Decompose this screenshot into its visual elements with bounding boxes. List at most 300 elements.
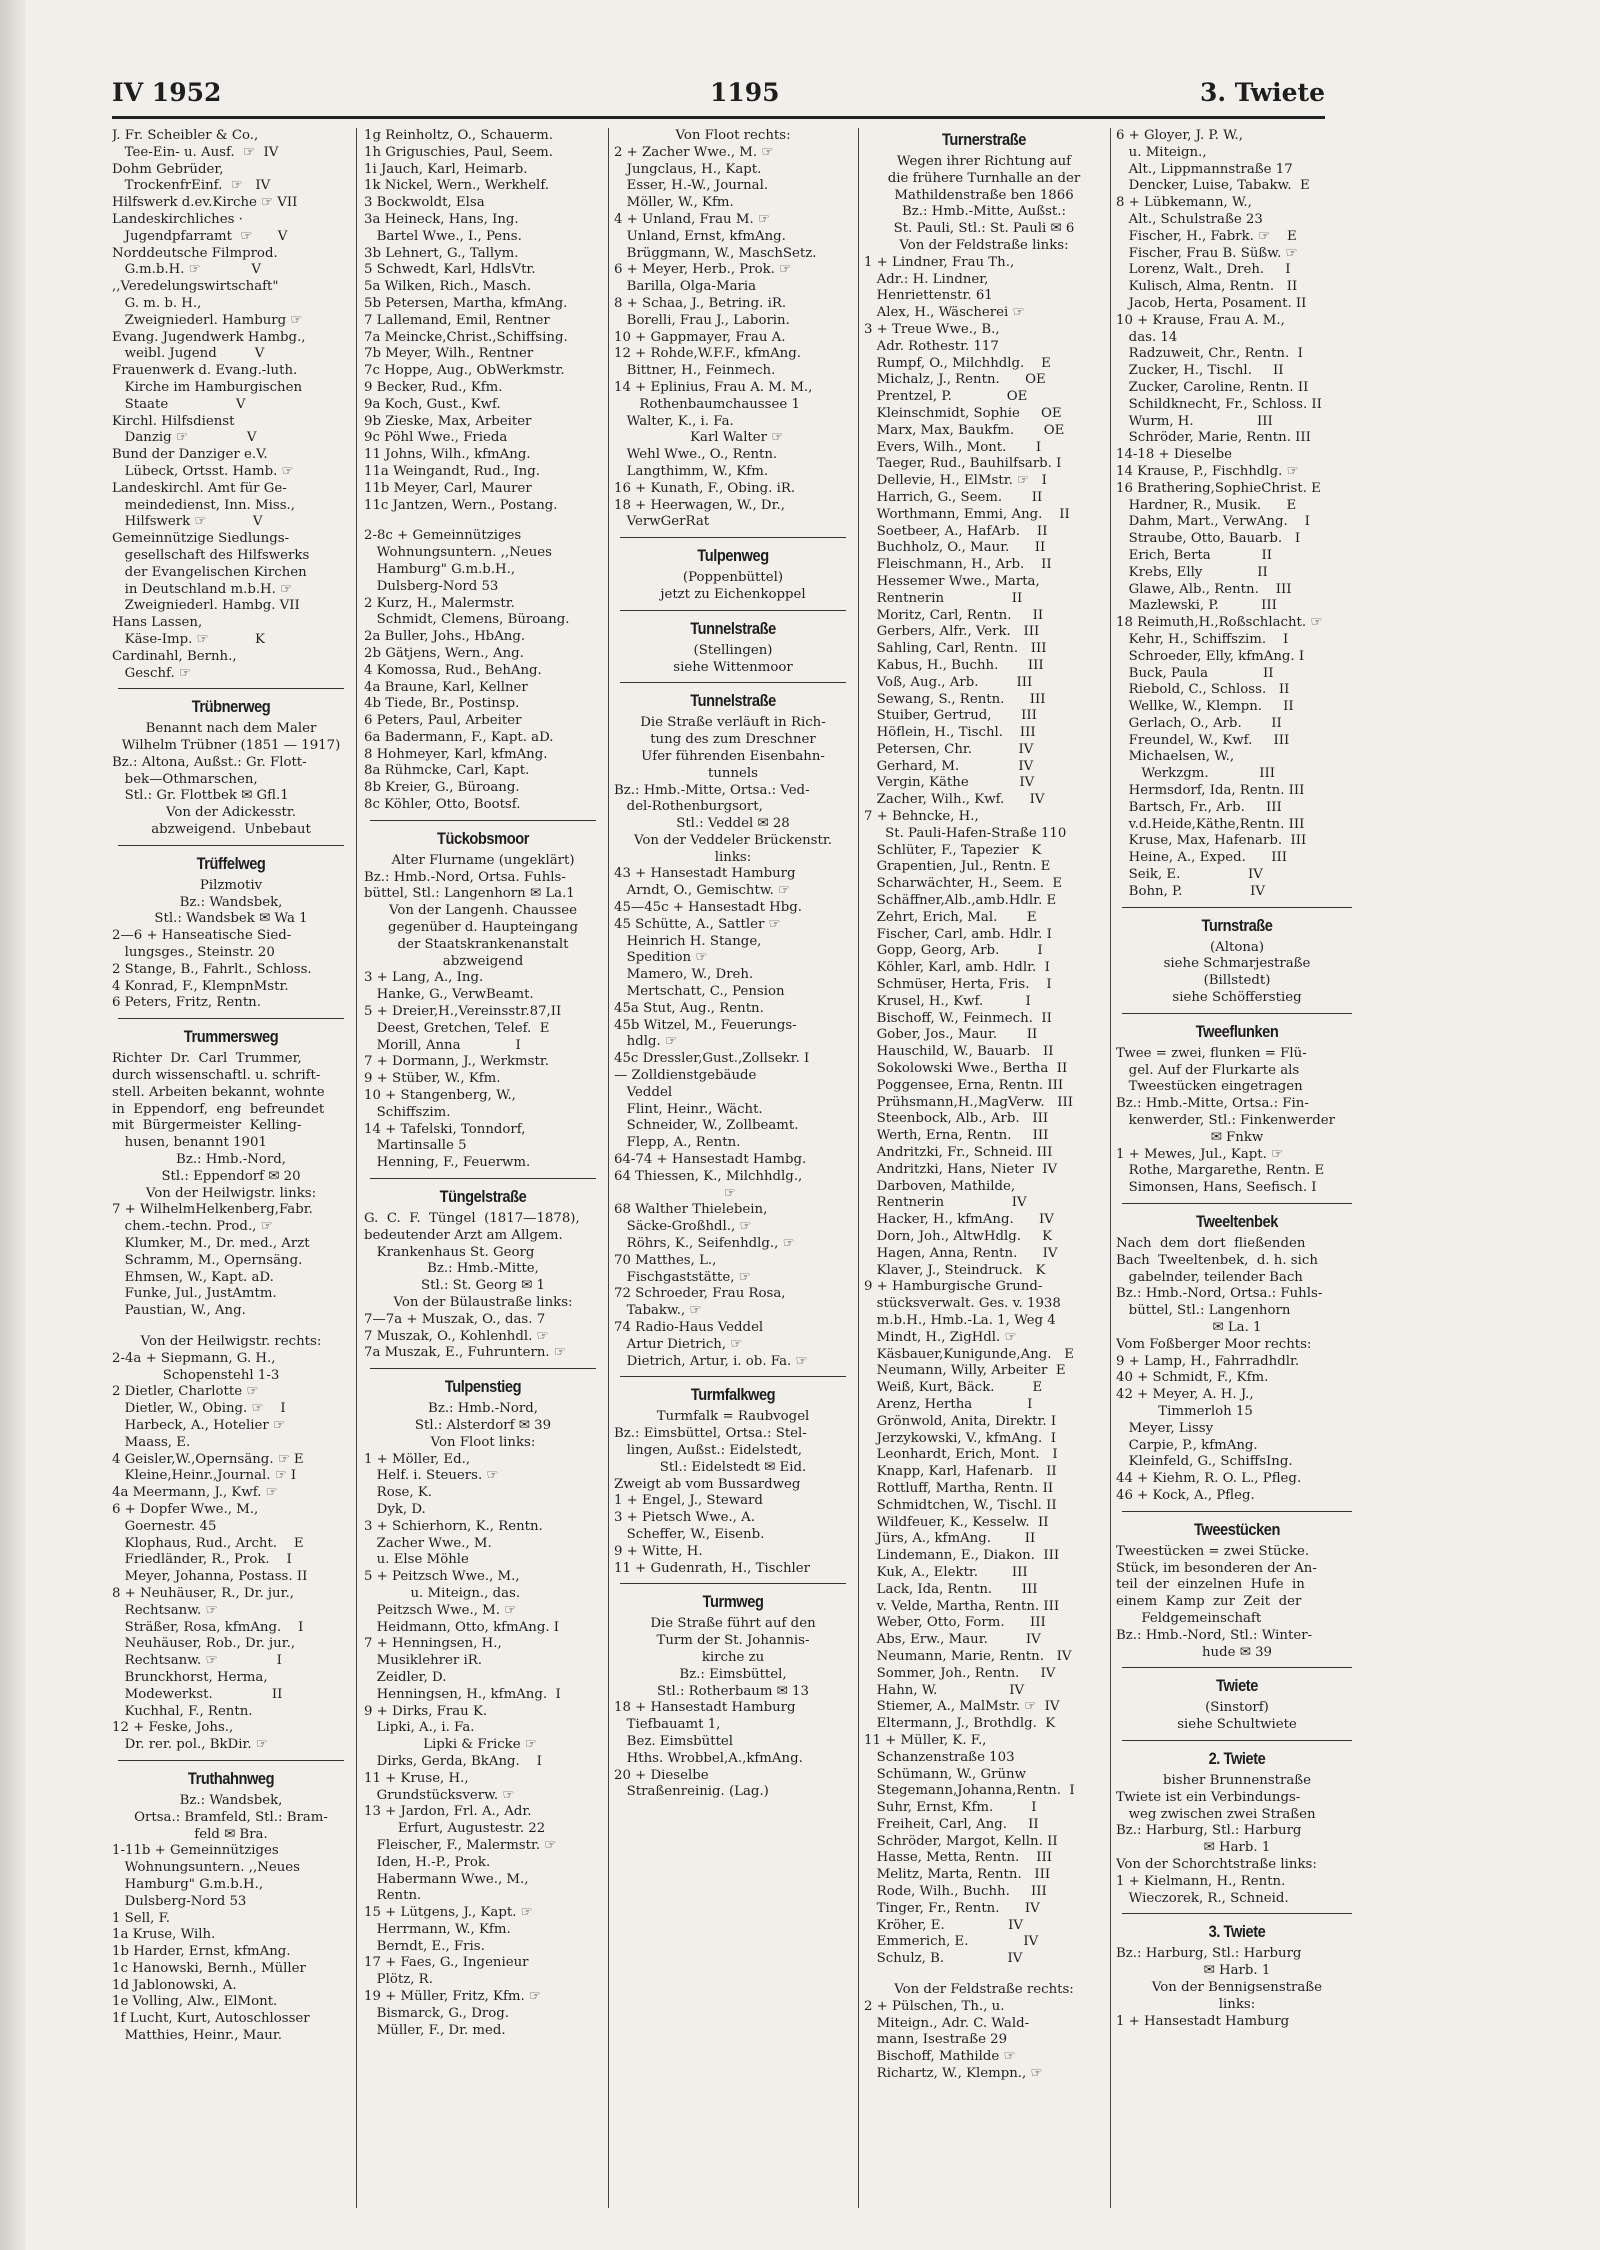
directory-entry: 3 Bockwoldt, Elsa bbox=[364, 195, 485, 211]
directory-entry: 68 Walther Thielebein, bbox=[614, 1202, 768, 1218]
directory-entry: Wohnungsuntern. ,,Neues bbox=[112, 1860, 300, 1876]
directory-entry: Sokolowski Wwe., Bertha II bbox=[864, 1061, 1068, 1077]
directory-entry: chem.-techn. Prod., ☞ bbox=[112, 1219, 273, 1235]
street-heading: Trübnerweg bbox=[191, 697, 271, 717]
directory-entry: Simonsen, Hans, Seefisch. I bbox=[1116, 1180, 1317, 1196]
directory-entry: Sewang, S., Rentn. III bbox=[864, 691, 1046, 707]
directory-entry: 7c Hoppe, Aug., ObWerkmstr. bbox=[364, 363, 565, 379]
directory-entry: Weiß, Kurt, Bäck. E bbox=[864, 1380, 1043, 1396]
street-note: Die Straße verläuft in Rich- bbox=[640, 715, 826, 731]
directory-entry: Barilla, Olga-Maria bbox=[614, 279, 757, 295]
directory-entry: Andritzki, Hans, Nieter IV bbox=[864, 1161, 1058, 1177]
column-divider bbox=[1110, 128, 1111, 2208]
street-note: Bz.: Hmb.-Mitte, bbox=[427, 1261, 539, 1277]
directory-entry: Knapp, Karl, Hafenarb. II bbox=[864, 1464, 1057, 1480]
page-number: 1195 bbox=[710, 78, 780, 107]
directory-entry: Iden, H.-P., Prok. bbox=[364, 1854, 491, 1870]
directory-entry: Tweestücken = zwei Stücke. bbox=[1116, 1543, 1310, 1559]
directory-entry: Artur Dietrich, ☞ bbox=[614, 1336, 743, 1352]
directory-entry: Lack, Ida, Rentn. III bbox=[864, 1581, 1038, 1597]
directory-column-3 bbox=[614, 128, 852, 2208]
directory-entry: Bismarck, G., Drog. bbox=[364, 2005, 509, 2021]
directory-entry: Rose, K. bbox=[364, 1485, 433, 1501]
section-divider bbox=[118, 1018, 344, 1019]
directory-entry: Schmüser, Herta, Fris. I bbox=[864, 977, 1052, 993]
directory-entry: Arndt, O., Gemischtw. ☞ bbox=[614, 883, 791, 899]
directory-entry: Leonhardt, Erich, Mont. I bbox=[864, 1447, 1058, 1463]
directory-entry: 11 + Gudenrath, H., Tischler bbox=[614, 1560, 810, 1576]
directory-entry: 9 Becker, Rud., Kfm. bbox=[364, 379, 503, 395]
directory-entry: Timmerloh 15 bbox=[1116, 1403, 1253, 1419]
directory-entry: Rechtsanw. ☞ bbox=[112, 1602, 218, 1618]
street-note: der Staatskrankenanstalt bbox=[397, 936, 569, 952]
street-note: feld ✉ Bra. bbox=[194, 1826, 268, 1842]
directory-entry: Krankenhaus St. Georg bbox=[364, 1244, 535, 1260]
directory-entry: Bartsch, Fr., Arb. III bbox=[1116, 799, 1282, 815]
directory-entry: Flepp, A., Rentn. bbox=[614, 1135, 741, 1151]
directory-entry: v. Velde, Martha, Rentn. III bbox=[864, 1598, 1060, 1614]
directory-entry: kenwerder, Stl.: Finkenwerder bbox=[1116, 1113, 1336, 1129]
directory-entry: Tee-Ein- u. Ausf. ☞ IV bbox=[112, 144, 279, 160]
directory-entry: 6 + Dopfer Wwe., M., bbox=[112, 1501, 259, 1517]
directory-entry: Voß, Aug., Arb. III bbox=[864, 674, 1033, 690]
directory-entry: weg zwischen zwei Straßen bbox=[1116, 1806, 1316, 1822]
directory-entry: Dellevie, H., ElMstr. ☞ I bbox=[864, 473, 1047, 489]
directory-entry: Danzig ☞ V bbox=[112, 430, 257, 446]
directory-entry: gesellschaft des Hilfswerks bbox=[112, 547, 310, 563]
directory-entry: Suhr, Ernst, Kfm. I bbox=[864, 1800, 1037, 1816]
street-note: Von der Heilwigstr. links: bbox=[145, 1185, 317, 1201]
street-note: Stl.: Eppendorf ✉ 20 bbox=[161, 1168, 301, 1184]
section-divider bbox=[370, 1368, 596, 1369]
directory-entry: Heidmann, Otto, kfmAng. I bbox=[364, 1619, 560, 1635]
directory-entry: 7 + WilhelmHelkenberg,Fabr. bbox=[112, 1202, 313, 1218]
street-heading: Turmfalkweg bbox=[690, 1385, 776, 1405]
directory-entry: 11 Johns, Wilh., kfmAng. bbox=[364, 447, 531, 463]
directory-entry: Soetbeer, A., HafArb. II bbox=[864, 523, 1048, 539]
directory-entry: 3 + Schierhorn, K., Rentn. bbox=[364, 1518, 543, 1534]
directory-entry: 11a Weingandt, Rud., Ing. bbox=[364, 463, 540, 479]
street-heading: Turmweg bbox=[702, 1592, 764, 1612]
directory-entry: Dulsberg-Nord 53 bbox=[364, 578, 499, 594]
directory-entry: Rothenbaumchaussee 1 bbox=[614, 396, 800, 412]
directory-entry: 2—6 + Hanseatische Sied- bbox=[112, 928, 292, 944]
directory-entry: 14 + Tafelski, Tonndorf, bbox=[364, 1121, 526, 1137]
directory-entry: Funke, Jul., JustAmtm. bbox=[112, 1286, 277, 1302]
directory-entry: 44 + Kiehm, R. O. L., Pfleg. bbox=[1116, 1471, 1302, 1487]
directory-entry: Kleinfeld, G., SchiffsIng. bbox=[1116, 1454, 1293, 1470]
street-note: Von Floot links: bbox=[430, 1434, 536, 1450]
directory-entry: Borelli, Frau J., Laborin. bbox=[614, 312, 790, 328]
directory-entry: 4 Geisler,W.,Opernsäng. ☞ E bbox=[112, 1451, 304, 1467]
directory-entry: Kehr, H., Schiffszim. I bbox=[1116, 631, 1289, 647]
directory-entry: G.m.b.H. ☞ V bbox=[112, 262, 261, 278]
directory-entry: Meyer, Johanna, Postass. II bbox=[112, 1569, 308, 1585]
directory-entry: 10 + Stangenberg, W., bbox=[364, 1088, 516, 1104]
directory-entry: Hagen, Anna, Rentn. IV bbox=[864, 1245, 1058, 1261]
street-note: ✉ La. 1 bbox=[1212, 1320, 1262, 1335]
directory-entry: 11 + Müller, K. F., bbox=[864, 1732, 987, 1748]
directory-entry: Bittner, H., Feinmech. bbox=[614, 363, 776, 379]
directory-entry: 9 + Stüber, W., Kfm. bbox=[364, 1071, 501, 1087]
directory-entry: Wurm, H. III bbox=[1116, 413, 1273, 429]
street-note: siehe Wittenmoor bbox=[673, 659, 793, 675]
directory-entry: Twee = zwei, flunken = Flü- bbox=[1116, 1045, 1307, 1061]
directory-entry: Wehl Wwe., O., Rentn. bbox=[614, 447, 778, 463]
directory-entry: Straßenreinig. (Lag.) bbox=[614, 1784, 769, 1800]
directory-entry: Berndt, E., Fris. bbox=[364, 1938, 485, 1954]
directory-entry: Maass, E. bbox=[112, 1434, 191, 1450]
directory-entry: gabelnder, teilender Bach bbox=[1116, 1269, 1303, 1285]
directory-entry: Kulisch, Alma, Rentn. II bbox=[1116, 279, 1298, 295]
directory-entry: 4b Tiede, Br., Postinsp. bbox=[364, 696, 520, 712]
directory-entry: Lübeck, Ortsst. Hamb. ☞ bbox=[112, 463, 294, 479]
directory-entry: Stiemer, A., MalMstr. ☞ IV bbox=[864, 1699, 1060, 1715]
street-note: (Altona) bbox=[1209, 939, 1265, 955]
directory-entry: m.b.H., Hmb.-La. 1, Weg 4 bbox=[864, 1312, 1056, 1328]
directory-entry: Sträßer, Rosa, kfmAng. I bbox=[112, 1619, 304, 1635]
section-divider bbox=[1122, 1913, 1352, 1914]
directory-entry: Dorn, Joh., AltwHdlg. K bbox=[864, 1229, 1053, 1244]
directory-entry: Mazlewski, P. III bbox=[1116, 598, 1277, 614]
directory-entry: del-Rothenburgsort, bbox=[614, 799, 763, 815]
directory-entry: St. Pauli-Hafen-Straße 110 bbox=[864, 825, 1067, 841]
directory-entry: Staate V bbox=[112, 396, 246, 412]
directory-entry: Wieczorek, R., Schneid. bbox=[1116, 1890, 1289, 1906]
directory-entry: Matthies, Heinr., Maur. bbox=[112, 2028, 282, 2044]
directory-entry: 17 + Faes, G., Ingenieur bbox=[364, 1955, 529, 1971]
directory-entry: Feldgemeinschaft bbox=[1116, 1610, 1262, 1626]
directory-entry: 72 Schroeder, Frau Rosa, bbox=[614, 1286, 786, 1302]
directory-entry: 14 Krause, P., Fischhdlg. ☞ bbox=[1116, 463, 1299, 479]
directory-entry: in Deutschland m.b.H. ☞ bbox=[112, 581, 293, 597]
directory-entry: Rechtsanw. ☞ I bbox=[112, 1653, 282, 1669]
directory-entry: Bz.: Altona, Außst.: Gr. Flott- bbox=[112, 754, 307, 770]
directory-entry: 7 + Dormann, J., Werkmstr. bbox=[364, 1054, 549, 1070]
directory-entry: Radzuweit, Chr., Rentn. I bbox=[1116, 346, 1303, 362]
street-note: jetzt zu Eichenkoppel bbox=[660, 586, 806, 602]
directory-entry: Schmidt, Clemens, Büroang. bbox=[364, 612, 570, 628]
directory-entry: büttel, Stl.: Langenhorn ✉ La.1 bbox=[364, 886, 575, 902]
street-note: Bz.: Eimsbüttel, bbox=[679, 1666, 787, 1682]
directory-entry: Kirchl. Hilfsdienst bbox=[112, 413, 235, 429]
street-note: Von der Adickesstr. bbox=[166, 805, 296, 821]
directory-entry: 2-8c + Gemeinnütziges bbox=[364, 528, 522, 544]
street-note: gegenüber d. Haupteingang bbox=[388, 920, 578, 936]
directory-entry: 2 Stange, B., Fahrlt., Schloss. bbox=[112, 961, 312, 977]
directory-entry: Unland, Ernst, kfmAng. bbox=[614, 228, 786, 244]
directory-entry: Evang. Jugendwerk Hambg., bbox=[112, 329, 306, 345]
street-note: Stl.: Wandsbek ✉ Wa 1 bbox=[154, 911, 308, 927]
directory-entry: durch wissenschaftl. u. schrift- bbox=[112, 1068, 321, 1084]
directory-entry: Dahm, Mart., VerwAng. I bbox=[1116, 514, 1310, 530]
directory-entry: Lorenz, Walt., Dreh. I bbox=[1116, 262, 1291, 278]
directory-entry: Brüggmann, W., MaschSetz. bbox=[614, 245, 817, 261]
directory-entry: 9 + Dirks, Frau K. bbox=[364, 1703, 488, 1719]
directory-entry: Schäffner,Alb.,amb.Hdlr. E bbox=[864, 893, 1057, 909]
directory-entry: Fleischer, F., Malermstr. ☞ bbox=[364, 1837, 557, 1853]
directory-entry: 4a Braune, Karl, Kellner bbox=[364, 679, 528, 695]
directory-entry: Brunckhorst, Herma, bbox=[112, 1669, 268, 1685]
section-divider bbox=[620, 682, 846, 683]
directory-entry: Wildfeuer, K., Kesselw. II bbox=[864, 1514, 1049, 1530]
directory-entry: 4 Komossa, Rud., BehAng. bbox=[364, 662, 542, 678]
directory-entry: Melitz, Marta, Rentn. III bbox=[864, 1867, 1051, 1883]
directory-entry: 4 + Unland, Frau M. ☞ bbox=[614, 211, 770, 227]
directory-entry: Möller, W., Kfm. bbox=[614, 195, 734, 211]
street-note: links: bbox=[714, 849, 752, 865]
street-note: Von der Feldstraße rechts: bbox=[894, 1982, 1074, 1998]
directory-entry: Zacher, Wilh., Kwf. IV bbox=[864, 792, 1045, 808]
directory-entry: Dietrich, Artur, i. ob. Fa. ☞ bbox=[614, 1353, 808, 1369]
volume-year: IV 1952 bbox=[112, 78, 222, 107]
directory-entry: 45—45c + Hansestadt Hbg. bbox=[614, 900, 802, 916]
street-note: (Sinstorf) bbox=[1205, 1700, 1269, 1716]
directory-entry: Hauschild, W., Bauarb. II bbox=[864, 1044, 1054, 1060]
directory-entry: Schulz, B. IV bbox=[864, 1951, 1023, 1967]
street-note: Bz.: Hmb.-Nord, bbox=[176, 1152, 286, 1168]
directory-entry: Poggensee, Erna, Rentn. III bbox=[864, 1077, 1064, 1093]
directory-entry: Kruse, Max, Hafenarb. III bbox=[1116, 833, 1307, 849]
directory-entry: Bz.: Eimsbüttel, Ortsa.: Stel- bbox=[614, 1426, 807, 1442]
directory-entry: 12 + Feske, Johs., bbox=[112, 1720, 234, 1736]
directory-entry: Freiheit, Carl, Ang. II bbox=[864, 1816, 1039, 1832]
directory-entry: Herrmann, W., Kfm. bbox=[364, 1921, 511, 1937]
street-note: Stl.: St. Georg ✉ 1 bbox=[421, 1278, 545, 1294]
street-note: (Poppenbüttel) bbox=[682, 570, 784, 586]
street-heading: Tweeflunken bbox=[1195, 1021, 1279, 1041]
directory-entry: Erfurt, Augustestr. 22 bbox=[364, 1821, 546, 1837]
directory-entry: Fleischmann, H., Arb. II bbox=[864, 557, 1052, 573]
directory-entry: Jungclaus, H., Kapt. bbox=[614, 161, 762, 177]
street-note: Stl.: Veddel ✉ 28 bbox=[676, 816, 790, 832]
directory-entry: 18 + Heerwagen, W., Dr., bbox=[614, 497, 785, 513]
directory-entry: Klaver, J., Steindruck. K bbox=[864, 1262, 1046, 1278]
street-note: hude ✉ 39 bbox=[1201, 1644, 1273, 1660]
directory-entry: ☞ bbox=[614, 1185, 736, 1201]
section-divider bbox=[1122, 1740, 1352, 1741]
directory-entry: büttel, Stl.: Langenhorn bbox=[1116, 1303, 1291, 1319]
directory-entry: husen, benannt 1901 bbox=[112, 1135, 267, 1151]
directory-entry: J. Fr. Scheibler & Co., bbox=[112, 128, 259, 143]
directory-entry: 8c Köhler, Otto, Bootsf. bbox=[364, 797, 521, 813]
directory-entry: 40 + Schmidt, F., Kfm. bbox=[1116, 1370, 1269, 1386]
street-note: siehe Schultwiete bbox=[1177, 1717, 1297, 1733]
street-note: tung des zum Dreschner bbox=[650, 732, 816, 748]
street-note: Bz.: Hmb.-Nord, bbox=[428, 1401, 538, 1417]
directory-entry: Bz.: Hmb.-Nord, Ortsa. Fuhls- bbox=[364, 869, 566, 885]
directory-entry: Zweigt ab vom Bussardweg bbox=[614, 1476, 801, 1492]
directory-column-1 bbox=[112, 128, 350, 2208]
directory-entry: 2 Dietler, Charlotte ☞ bbox=[112, 1384, 259, 1400]
directory-entry: Alex, H., Wäscherei ☞ bbox=[864, 305, 1025, 321]
street-note: Von der Langenh. Chaussee bbox=[388, 903, 578, 919]
directory-entry: Hermsdorf, Ida, Rentn. III bbox=[1116, 783, 1305, 799]
directory-entry: 1i Jauch, Karl, Heimarb. bbox=[364, 161, 528, 177]
directory-entry: 1k Nickel, Wern., Werkhelf. bbox=[364, 178, 549, 194]
directory-entry: Von der Schorchtstraße links: bbox=[1116, 1856, 1317, 1872]
directory-entry: Schneider, W., Zollbeamt. bbox=[614, 1118, 799, 1134]
directory-entry: 16 Brathering,SophieChrist. E bbox=[1116, 480, 1321, 496]
directory-entry: Kuk, A., Elektr. III bbox=[864, 1564, 1028, 1580]
spacer bbox=[864, 1968, 1104, 1982]
directory-entry: — Zolldienstgebäude bbox=[614, 1068, 757, 1084]
directory-entry: Zacher Wwe., M. bbox=[364, 1535, 492, 1551]
directory-entry: Krusel, H., Kwf. I bbox=[864, 993, 1031, 1009]
directory-entry: Michalz, J., Rentn. OE bbox=[864, 372, 1046, 388]
directory-entry: 1 Sell, F. bbox=[112, 1910, 171, 1926]
directory-entry: Bz.: Hmb.-Mitte, Ortsa.: Fin- bbox=[1116, 1096, 1309, 1112]
directory-entry: Gopp, Georg, Arb. I bbox=[864, 943, 1043, 959]
section-divider bbox=[620, 1376, 846, 1377]
directory-entry: Rothe, Margarethe, Rentn. E bbox=[1116, 1163, 1325, 1179]
directory-entry: 6 + Meyer, Herb., Prok. ☞ bbox=[614, 262, 792, 278]
directory-entry: Rode, Wilh., Buchh. III bbox=[864, 1884, 1047, 1900]
section-divider bbox=[620, 610, 846, 611]
directory-entry: Landeskirchliches · bbox=[112, 211, 243, 227]
directory-entry: Schramm, M., Opernsäng. bbox=[112, 1252, 303, 1268]
street-note: Wilhelm Trübner (1851 — 1917) bbox=[121, 738, 341, 754]
directory-entry: Kirche im Hamburgischen bbox=[112, 379, 303, 395]
directory-entry: Sahling, Carl, Rentn. III bbox=[864, 641, 1047, 657]
street-note: Bz.: Hmb.-Mitte, Außst.: bbox=[902, 204, 1066, 220]
directory-entry: Martinsalle 5 bbox=[364, 1138, 467, 1154]
directory-entry: Hilfswerk ☞ V bbox=[112, 514, 263, 530]
directory-entry: Peitzsch Wwe., M. ☞ bbox=[364, 1602, 517, 1618]
street-heading: Tweestücken bbox=[1193, 1519, 1280, 1539]
directory-entry: Schroeder, Elly, kfmAng. I bbox=[1116, 648, 1305, 664]
section-divider bbox=[620, 537, 846, 538]
street-note: tunnels bbox=[708, 765, 758, 781]
directory-entry: Neuhäuser, Rob., Dr. jur., bbox=[112, 1636, 296, 1652]
directory-entry: Bz.: Harburg, Stl.: Harburg bbox=[1116, 1823, 1302, 1839]
directory-entry: Hanke, G., VerwBeamt. bbox=[364, 987, 534, 1003]
directory-entry: 2a Buller, Johs., HbAng. bbox=[364, 629, 526, 645]
directory-entry: 1g Reinholtz, O., Schauerm. bbox=[364, 128, 553, 143]
directory-entry: Zucker, H., Tischl. II bbox=[1116, 363, 1284, 379]
directory-entry: stell. Arbeiten bekannt, wohnte bbox=[112, 1084, 325, 1100]
running-title: 3. Twiete bbox=[1199, 78, 1325, 107]
street-heading: Tüngelstraße bbox=[439, 1187, 527, 1207]
directory-entry: Paustian, W., Ang. bbox=[112, 1303, 246, 1319]
directory-entry: ,,Veredelungswirtschaft" bbox=[112, 279, 279, 295]
street-note: siehe Schmarjestraße bbox=[1163, 956, 1311, 972]
directory-entry: Stück, im besonderen der An- bbox=[1116, 1560, 1317, 1576]
directory-entry: 3 + Pietsch Wwe., A. bbox=[614, 1510, 755, 1526]
directory-entry: Jacob, Herta, Posament. II bbox=[1116, 295, 1307, 311]
directory-entry: 64 Thiessen, K., Milchhdlg., bbox=[614, 1168, 803, 1184]
directory-entry: Arenz, Hertha I bbox=[864, 1396, 1033, 1412]
directory-entry: G. m. b. H., bbox=[112, 295, 202, 311]
directory-entry: Alt., Schulstraße 23 bbox=[1116, 211, 1263, 227]
directory-entry: Röhrs, K., Seifenhdlg., ☞ bbox=[614, 1236, 795, 1252]
directory-entry: 45 Schütte, A., Sattler ☞ bbox=[614, 916, 781, 932]
street-note: Von der Heilwigstr. rechts: bbox=[140, 1334, 322, 1349]
directory-entry: Carpie, P., kfmAng. bbox=[1116, 1437, 1258, 1453]
section-divider bbox=[1122, 1203, 1352, 1204]
directory-entry: 7—7a + Muszak, O., das. 7 bbox=[364, 1311, 546, 1327]
directory-entry: Jürs, A., kfmAng. II bbox=[864, 1531, 1036, 1547]
directory-entry: Moritz, Carl, Rentn. II bbox=[864, 607, 1044, 623]
directory-entry: Veddel bbox=[614, 1084, 673, 1100]
directory-entry: Langthimm, W., Kfm. bbox=[614, 463, 769, 479]
directory-entry: Tinger, Fr., Rentn. IV bbox=[864, 1900, 1040, 1916]
directory-entry: Steenbock, Alb., Arb. III bbox=[864, 1111, 1049, 1127]
directory-column-4 bbox=[864, 128, 1104, 2208]
directory-entry: Wohnungsuntern. ,,Neues bbox=[364, 545, 552, 561]
street-heading: Tulpenweg bbox=[697, 546, 769, 566]
directory-entry: 6 Peters, Paul, Arbeiter bbox=[364, 713, 522, 729]
directory-entry: Stegemann,Johanna,Rentn. I bbox=[864, 1783, 1075, 1799]
directory-entry: 1d Jablonowski, A. bbox=[112, 1977, 237, 1993]
directory-entry: Rottluff, Martha, Rentn. II bbox=[864, 1480, 1054, 1496]
directory-entry: Michaelsen, W., bbox=[1116, 749, 1235, 765]
directory-entry: Buck, Paula II bbox=[1116, 665, 1274, 681]
street-note: Alter Flurname (ungeklärt) bbox=[391, 852, 575, 868]
directory-entry: Bz.: Harburg, Stl.: Harburg bbox=[1116, 1946, 1302, 1962]
directory-entry: Petersen, Chr. IV bbox=[864, 741, 1034, 757]
directory-entry: Dietler, W., Obing. ☞ I bbox=[112, 1401, 286, 1417]
directory-entry: 42 + Meyer, A. H. J., bbox=[1116, 1387, 1254, 1403]
directory-entry: Tabakw., ☞ bbox=[614, 1303, 702, 1319]
directory-entry: Mindt, H., ZigHdl. ☞ bbox=[864, 1329, 1017, 1345]
directory-entry: Friedländer, R., Prok. I bbox=[112, 1552, 292, 1568]
street-note: Von der Bülaustraße links: bbox=[393, 1295, 573, 1310]
directory-entry: Jerzykowski, V., kfmAng. I bbox=[864, 1430, 1056, 1446]
section-divider bbox=[118, 845, 344, 846]
directory-entry: Hardner, R., Musik. E bbox=[1116, 497, 1297, 513]
directory-entry: Klophaus, Rud., Archt. E bbox=[112, 1535, 304, 1551]
directory-entry: Abs, Erw., Maur. IV bbox=[864, 1632, 1041, 1648]
directory-entry: Grapentien, Jul., Rentn. E bbox=[864, 859, 1051, 875]
directory-entry: Bund der Danziger e.V. bbox=[112, 447, 268, 463]
directory-entry: Bischoff, W., Feinmech. II bbox=[864, 1010, 1052, 1026]
street-note: die frühere Turnhalle an der bbox=[887, 170, 1081, 186]
directory-entry: Bach Tweeltenbek, d. h. sich bbox=[1116, 1252, 1318, 1268]
directory-entry: Riebold, C., Schloss. II bbox=[1116, 682, 1290, 698]
directory-entry: 1f Lucht, Kurt, Autoschlosser bbox=[112, 2011, 310, 2027]
directory-entry: Lindemann, E., Diakon. III bbox=[864, 1548, 1060, 1564]
directory-entry: Frauenwerk d. Evang.-luth. bbox=[112, 363, 298, 379]
directory-entry: 74 Radio-Haus Veddel bbox=[614, 1320, 764, 1335]
directory-entry: 1 + Kielmann, H., Rentn. bbox=[1116, 1873, 1286, 1889]
street-heading: Tunnelstraße bbox=[690, 691, 776, 711]
directory-entry: 7a Meincke,Christ.,Schiffsing. bbox=[364, 329, 568, 345]
directory-entry: 10 + Gappmayer, Frau A. bbox=[614, 329, 786, 345]
directory-entry: Mamero, W., Dreh. bbox=[614, 967, 754, 983]
directory-entry: Rentnerin II bbox=[864, 590, 1023, 606]
section-divider bbox=[1122, 907, 1352, 908]
directory-entry: u. Miteign., das. bbox=[364, 1585, 521, 1601]
directory-entry: Spedition ☞ bbox=[614, 950, 708, 966]
directory-entry: Dohm Gebrüder, bbox=[112, 161, 224, 177]
directory-entry: 7 Muszak, O., Kohlenhdl. ☞ bbox=[364, 1328, 549, 1344]
directory-entry: Seik, E. IV bbox=[1116, 867, 1263, 883]
directory-entry: Evers, Wilh., Mont. I bbox=[864, 439, 1042, 455]
directory-entry: Dulsberg-Nord 53 bbox=[112, 1893, 247, 1909]
directory-entry: Modewerkst. II bbox=[112, 1686, 283, 1702]
street-note: Mathildenstraße ben 1866 bbox=[894, 187, 1074, 203]
street-heading: Trummersweg bbox=[183, 1027, 279, 1047]
street-note: siehe Schöfferstieg bbox=[1172, 990, 1302, 1006]
street-heading: 2. Twiete bbox=[1208, 1748, 1266, 1768]
street-note: Stl.: Alsterdorf ✉ 39 bbox=[414, 1417, 552, 1433]
directory-entry: Hths. Wrobbel,A.,kfmAng. bbox=[614, 1750, 803, 1766]
directory-entry: 8 + Schaa, J., Betring. iR. bbox=[614, 295, 787, 311]
directory-entry: Heinrich H. Stange, bbox=[614, 933, 762, 949]
section-divider bbox=[370, 1178, 596, 1179]
directory-entry: Eltermann, J., Brothdlg. K bbox=[864, 1716, 1056, 1732]
